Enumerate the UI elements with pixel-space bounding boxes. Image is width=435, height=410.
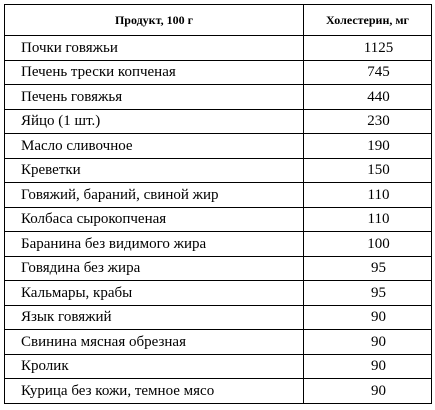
table-row	[5, 60, 432, 85]
cholesterol-value-cell: 110	[304, 183, 432, 208]
product-name-cell: Говядина без жира	[5, 256, 304, 281]
cholesterol-value-cell: 90	[304, 354, 432, 379]
table-row	[5, 85, 432, 110]
cholesterol-value-cell: 95	[304, 281, 432, 306]
cholesterol-value-cell: 90	[304, 305, 432, 330]
product-name-cell: Говяжий, бараний, свиной жир	[5, 183, 304, 208]
table-row	[5, 36, 432, 61]
product-name-cell: Колбаса сырокопченая	[5, 207, 304, 232]
header-row	[5, 5, 432, 36]
table-row	[5, 207, 432, 232]
product-name-cell: Язык говяжий	[5, 305, 304, 330]
cholesterol-value-cell: 150	[304, 158, 432, 183]
product-name-cell: Масло сливочное	[5, 134, 304, 159]
table-header	[5, 5, 432, 36]
product-name-cell: Печень трески копченая	[5, 60, 304, 85]
table-row	[5, 158, 432, 183]
cholesterol-value-cell: 110	[304, 207, 432, 232]
product-name-cell: Печень говяжья	[5, 85, 304, 110]
product-name-cell: Кальмары, крабы	[5, 281, 304, 306]
table-row	[5, 109, 432, 134]
header-cholesterol: Холестерин, мг	[304, 5, 432, 36]
cholesterol-value-cell: 95	[304, 256, 432, 281]
table-row	[5, 305, 432, 330]
table-row	[5, 379, 432, 404]
cholesterol-value-cell: 90	[304, 330, 432, 355]
cholesterol-value-cell: 100	[304, 232, 432, 257]
product-name-cell: Свинина мясная обрезная	[5, 330, 304, 355]
cholesterol-value-cell: 230	[304, 109, 432, 134]
product-name-cell: Баранина без видимого жира	[5, 232, 304, 257]
product-name-cell: Курица без кожи, темное мясо	[5, 379, 304, 404]
cholesterol-value-cell: 190	[304, 134, 432, 159]
table-row	[5, 232, 432, 257]
table-row	[5, 183, 432, 208]
product-name-cell: Яйцо (1 шт.)	[5, 109, 304, 134]
header-product: Продукт, 100 г	[5, 5, 304, 36]
product-name-cell: Почки говяжьи	[5, 36, 304, 61]
table-row	[5, 354, 432, 379]
cholesterol-value-cell: 90	[304, 379, 432, 404]
product-name-cell: Кролик	[5, 354, 304, 379]
cholesterol-value-cell: 1125	[304, 36, 432, 61]
cholesterol-value-cell: 440	[304, 85, 432, 110]
table-row	[5, 330, 432, 355]
cholesterol-value-cell: 745	[304, 60, 432, 85]
cholesterol-table	[4, 4, 432, 404]
table-row	[5, 281, 432, 306]
table-body	[5, 36, 432, 404]
table-row	[5, 134, 432, 159]
product-name-cell: Креветки	[5, 158, 304, 183]
table-row	[5, 256, 432, 281]
